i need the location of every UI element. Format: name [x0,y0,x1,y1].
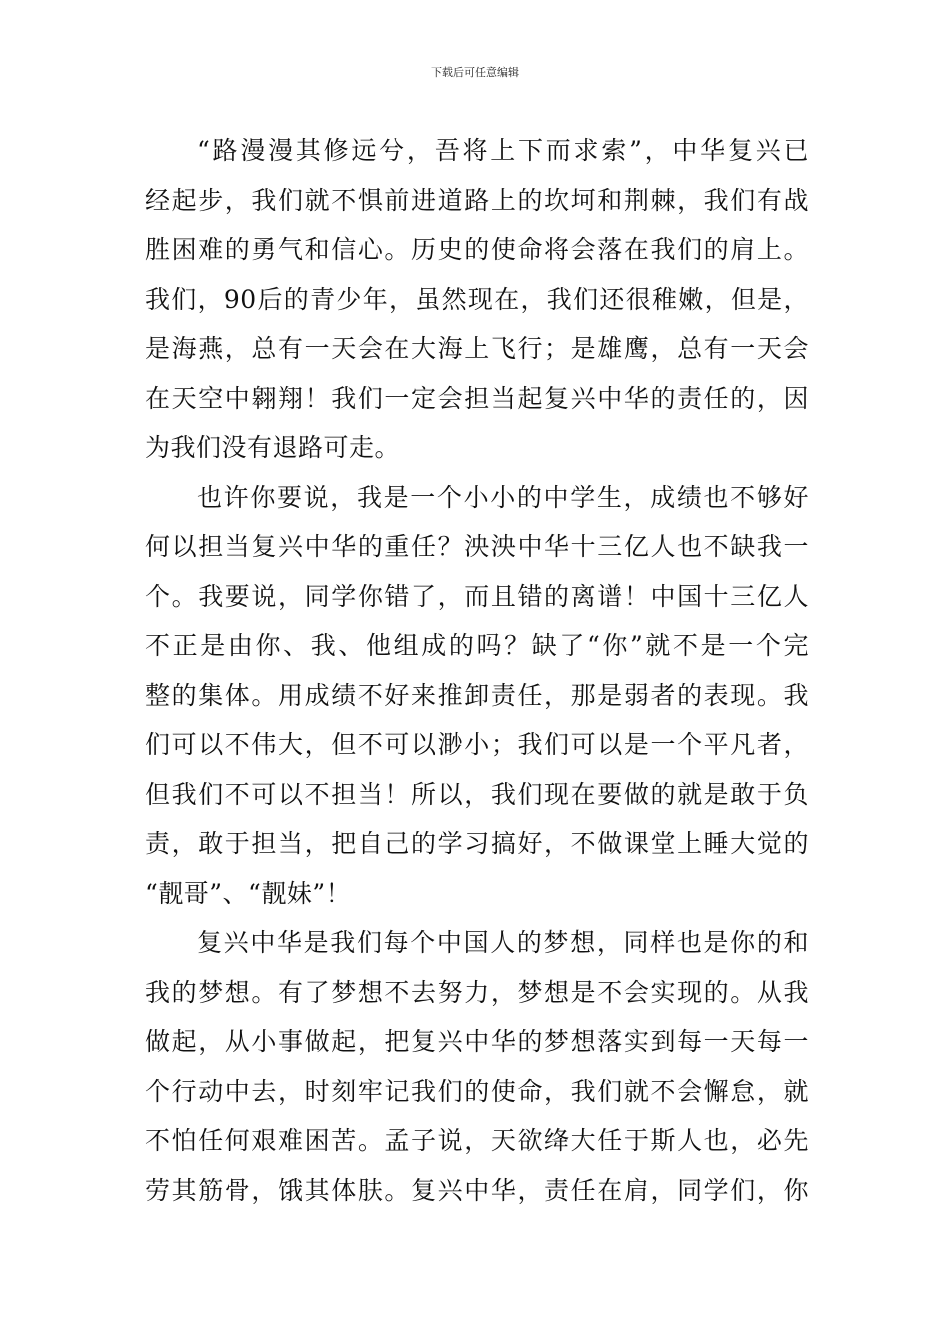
paragraph-1-line-1: “路漫漫其修远兮，吾将上下而求索”，中华复兴已 [197,136,809,165]
paragraph-2-line-9: “靓哥”、“靓妹”！ [145,878,352,908]
paragraph-3-line-1: 复兴中华是我们每个中国人的梦想，同样也是你的和 [197,928,809,957]
paragraph-3-line-6: 劳其筋骨，饿其体肤。复兴中华，责任在肩，同学们，你 [145,1175,809,1205]
paragraph-3-line-2: 我的梦想。有了梦想不去努力，梦想是不会实现的。从我 [145,977,809,1007]
paragraph-2-line-2: 何以担当复兴中华的重任？泱泱中华十三亿人也不缺我一 [145,532,809,561]
paragraph-1-line-6: 在天空中翱翔！我们一定会担当起复兴中华的责任的，因 [145,383,809,413]
paragraph-2-line-8: 责，敢于担当，把自己的学习搞好，不做课堂上睡大觉的 [145,829,809,858]
paragraph-3-line-4: 个行动中去，时刻牢记我们的使命，我们就不会懈怠，就 [145,1076,809,1106]
paragraph-1-line-7: 为我们没有退路可走。 [145,433,401,462]
paragraph-1-line-4: 我们，90后的青少年，虽然现在，我们还很稚嫩，但是， [145,284,809,314]
paragraph-3-line-3: 做起，从小事做起，把复兴中华的梦想落实到每一天每一 [145,1027,809,1056]
paragraph-3-line-5: 不怕任何艰难困苦。孟子说，天欲绛大任于斯人也，必先 [145,1126,809,1155]
paragraph-2-line-1: 也许你要说，我是一个小小的中学生，成绩也不够好 [197,482,809,512]
paragraph-1-line-5: 是海燕，总有一天会在大海上飞行；是雄鹰，总有一天会 [145,334,809,363]
paragraph-2-line-4: 不正是由你、我、他组成的吗？缺了“你”就不是一个完 [145,631,809,660]
paragraph-2-line-3: 个。我要说，同学你错了，而且错的离谱！中国十三亿人 [145,581,809,611]
paragraph-2-line-5: 整的集体。用成绩不好来推卸责任，那是弱者的表现。我 [145,680,809,710]
header-note: 下载后可任意编辑 [431,66,519,79]
paragraph-1-line-2: 经起步，我们就不惧前进道路上的坎坷和荆棘，我们有战 [145,185,809,215]
body-text [145,126,809,1215]
paragraph-2-line-7: 但我们不可以不担当！所以，我们现在要做的就是敢于负 [145,779,809,809]
paragraph-1-line-3: 胜困难的勇气和信心。历史的使命将会落在我们的肩上。 [145,235,809,264]
paragraph-2-line-6: 们可以不伟大，但不可以渺小；我们可以是一个平凡者， [145,730,809,759]
